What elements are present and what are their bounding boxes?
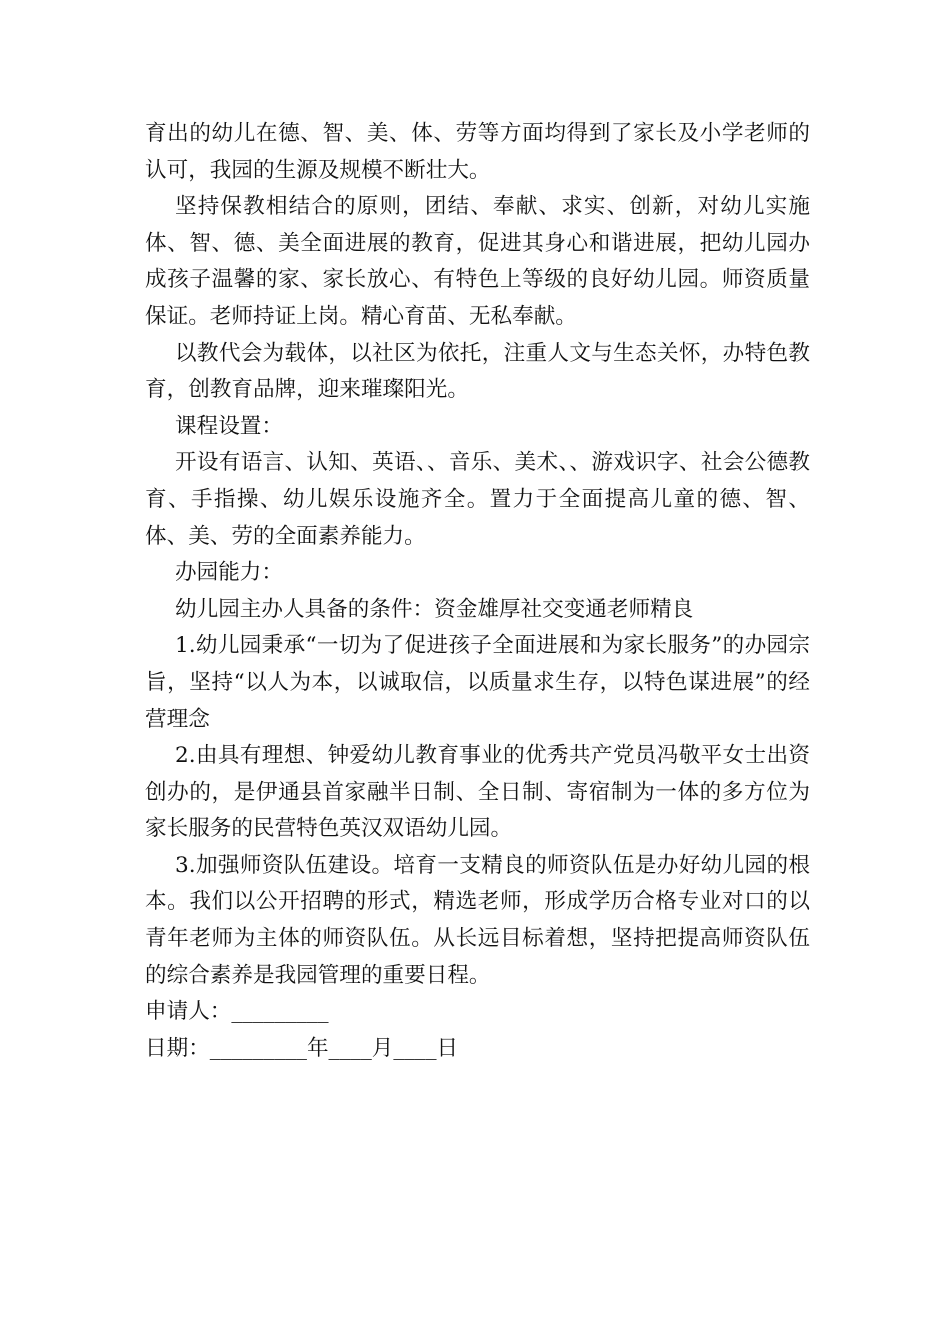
paragraph-curriculum: 开设有语言、认知、英语、、音乐、美术、、游戏识字、社会公德教育、手指操、幼儿娱乐设施齐全。置力于全面提高儿童的德、智、体、美、劳的全面素养能力。 bbox=[145, 450, 810, 549]
list-item-2: 2.由具有理想、钟爱幼儿教育事业的优秀共产党员冯敬平女士出资创办的，是伊通县首家融半日制、全日制、寄宿制为一体的多方位为家长服务的民营特色英汉双语幼儿园。 bbox=[145, 743, 810, 842]
heading-capability: 办园能力： bbox=[175, 560, 283, 586]
list-item-1: 1.幼儿园秉承“一切为了促进孩子全面进展和为家长服务”的办园宗旨，坚持“以人为本，以诚取信，以质量求生存，以特色谋进展”的经营理念 bbox=[145, 633, 810, 732]
paragraph-conditions: 幼儿园主办人具备的条件：资金雄厚社交变通老师精良 bbox=[175, 596, 694, 622]
paragraph-principles: 坚持保教相结合的原则，团结、奉献、求实、创新，对幼儿实施体、智、德、美全面进展的教育，促进其身心和谐进展，把幼儿园办成孩子温馨的家、家长放心、有特色上等级的良好幼儿园。师资质量保证。老师持证上岗。精心育苗、无私奉献。 bbox=[145, 194, 810, 329]
paragraph-continuation: 育出的幼儿在德、智、美、体、劳等方面均得到了家长及小学老师的认可，我园的生源及规模不断壮大。 bbox=[145, 121, 810, 183]
heading-curriculum: 课程设置： bbox=[175, 413, 283, 439]
list-item-3: 3.加强师资队伍建设。培育一支精良的师资队伍是办好幼儿园的根本。我们以公开招聘的形式，精选老师，形成学历合格专业对口的以青年老师为主体的师资队伍。从长远目标着想，坚持把提高师资队伍的综合素养是我园管理的重要日程。 bbox=[145, 852, 810, 988]
paragraph-community: 以教代会为载体，以社区为依托，注重人文与生态关怀，办特色教育，创教育品牌，迎来璀璨阳光。 bbox=[145, 340, 810, 403]
document-body bbox=[145, 116, 810, 1067]
applicant-line: 申请人：_________ bbox=[145, 999, 329, 1025]
date-line: 日期：_________年____月____日 bbox=[145, 1035, 459, 1061]
